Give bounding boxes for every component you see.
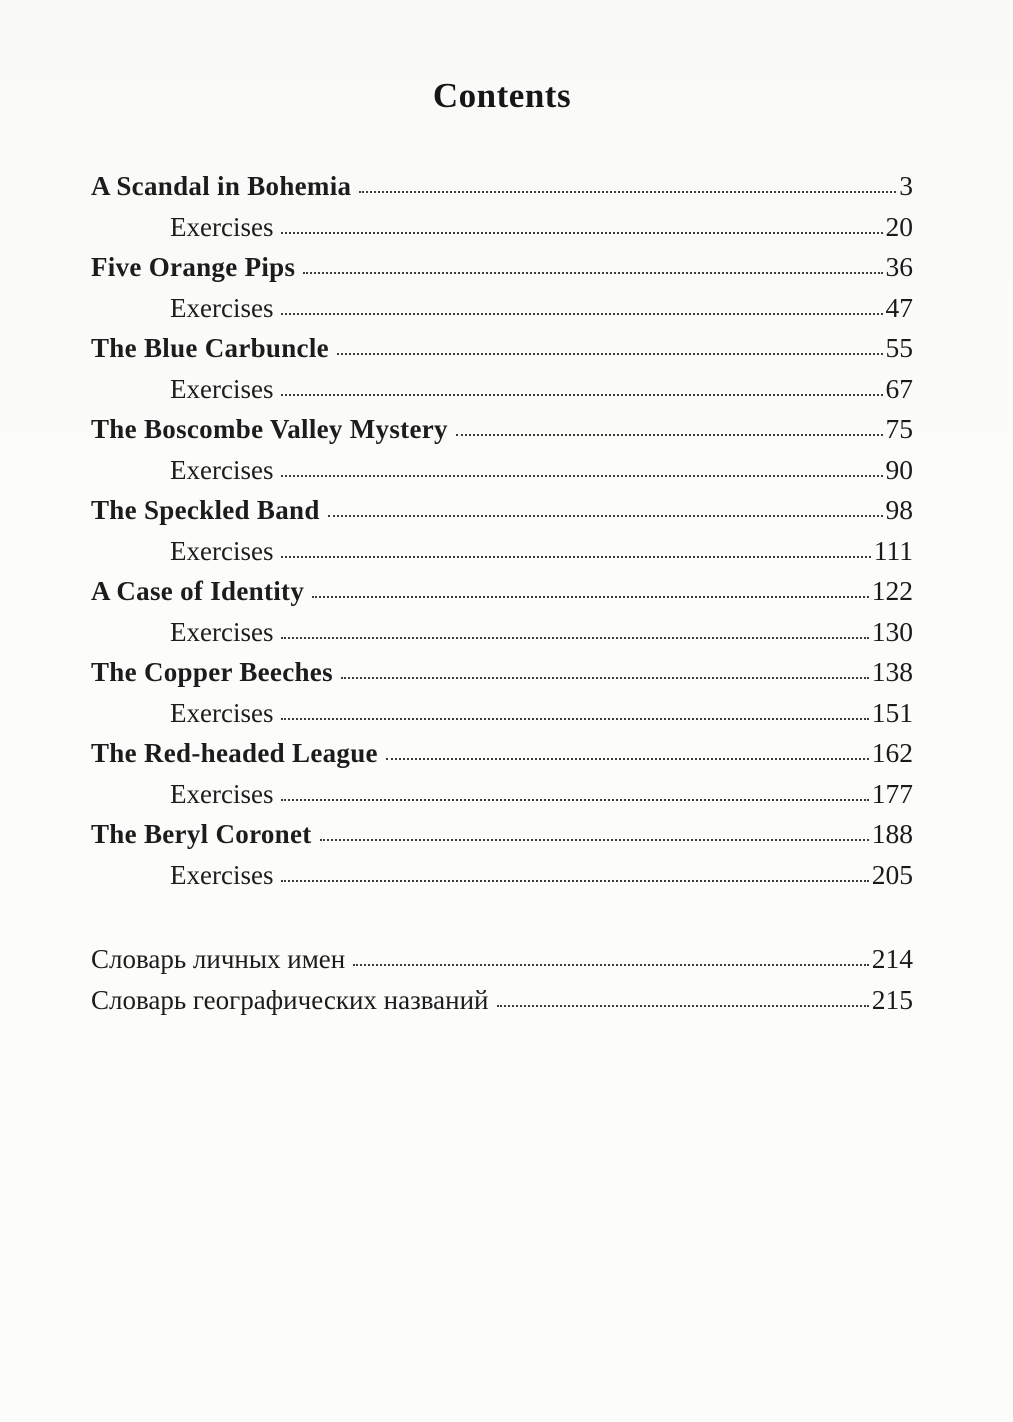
- toc-entry-label: The Copper Beeches: [91, 657, 333, 687]
- dot-leader: [281, 637, 868, 639]
- toc-entry-label: Exercises: [170, 373, 274, 404]
- toc-entry-label: The Blue Carbuncle: [91, 333, 329, 363]
- appendix-entry-page-number: 214: [871, 943, 913, 974]
- dot-leader: [281, 394, 882, 396]
- toc-entry-page-number: 55: [885, 332, 913, 363]
- dot-leader: [353, 964, 869, 966]
- toc-entry: [91, 535, 913, 576]
- toc-entry-page-number: 98: [885, 494, 913, 525]
- toc-entry-page-number: 122: [871, 575, 913, 606]
- dot-leader: [281, 313, 882, 315]
- toc-entry: [91, 818, 913, 859]
- toc-entry-label: Exercises: [170, 778, 274, 809]
- toc-entry: [91, 292, 913, 333]
- toc-entry-page-number: 20: [885, 210, 913, 242]
- toc-entry-page-number: 67: [885, 372, 913, 404]
- dot-leader: [359, 191, 896, 193]
- dot-leader: [281, 718, 868, 720]
- dot-leader: [337, 353, 883, 355]
- toc-entry-label: The Speckled Band: [91, 495, 320, 525]
- toc-entry-label: Five Orange Pips: [91, 252, 296, 282]
- toc-entry-page-number: 90: [885, 453, 913, 485]
- appendix-entry: [91, 943, 913, 984]
- toc-entry-label: Exercises: [170, 535, 274, 566]
- toc-entry-label: A Scandal in Bohemia: [91, 171, 352, 201]
- toc-entry: [91, 373, 913, 414]
- toc-entry-label: Exercises: [170, 211, 274, 242]
- dot-leader: [320, 839, 869, 841]
- toc-entry: [91, 697, 913, 738]
- dot-leader: [328, 515, 883, 517]
- toc-entry-page-number: 36: [885, 251, 913, 282]
- dot-leader: [497, 1005, 869, 1007]
- toc-entry: [91, 575, 913, 616]
- toc-entry-label: The Beryl Coronet: [91, 819, 312, 849]
- toc-entry-page-number: 151: [871, 696, 913, 728]
- toc-entry: [91, 251, 913, 292]
- toc-entry-label: Exercises: [170, 616, 274, 647]
- dot-leader: [281, 556, 870, 558]
- toc-entry-label: A Case of Identity: [91, 576, 305, 606]
- toc-entry: [91, 211, 913, 252]
- dot-leader: [456, 434, 883, 436]
- toc-list: [91, 170, 913, 899]
- toc-entry-page-number: 188: [871, 818, 913, 849]
- appendix-entry-label: Словарь личных имен: [91, 944, 346, 974]
- appendix-entry-label: Словарь географических названий: [91, 984, 489, 1015]
- toc-entry-label: The Boscombe Valley Mystery: [91, 414, 448, 444]
- toc-appendix-list: [91, 943, 913, 1024]
- appendix-entry-page-number: 215: [871, 983, 913, 1015]
- toc-entry-label: Exercises: [170, 697, 274, 728]
- toc-entry-page-number: 162: [871, 737, 913, 768]
- toc-entry: [91, 413, 913, 454]
- toc-entry-page-number: 111: [873, 534, 913, 566]
- dot-leader: [281, 799, 868, 801]
- dot-leader: [341, 677, 869, 679]
- dot-leader: [303, 272, 882, 274]
- toc-entry-page-number: 130: [871, 615, 913, 647]
- dot-leader: [312, 596, 869, 598]
- toc-entry-label: Exercises: [170, 859, 274, 890]
- toc-entry-label: Exercises: [170, 292, 274, 323]
- toc-entry-page-number: 205: [871, 858, 913, 890]
- dot-leader: [281, 232, 882, 234]
- toc-entry: [91, 332, 913, 373]
- toc-entry: [91, 170, 913, 211]
- dot-leader: [281, 880, 868, 882]
- page-title: Contents: [432, 76, 572, 115]
- toc-entry: [91, 494, 913, 535]
- toc-entry: [91, 778, 913, 819]
- appendix-entry: [91, 984, 913, 1025]
- toc-entry: [91, 454, 913, 495]
- toc-entry: [91, 859, 913, 900]
- toc-entry-page-number: 75: [885, 413, 913, 444]
- toc-entry: [91, 616, 913, 657]
- toc-entry: [91, 737, 913, 778]
- toc-entry-page-number: 3: [899, 170, 913, 201]
- toc-entry: [91, 656, 913, 697]
- toc-entry-page-number: 47: [885, 291, 913, 323]
- toc-entry-page-number: 138: [871, 656, 913, 687]
- toc-entry-page-number: 177: [871, 777, 913, 809]
- toc-entry-label: The Red-headed League: [91, 738, 378, 768]
- dot-leader: [281, 475, 882, 477]
- toc-entry-label: Exercises: [170, 454, 274, 485]
- dot-leader: [386, 758, 869, 760]
